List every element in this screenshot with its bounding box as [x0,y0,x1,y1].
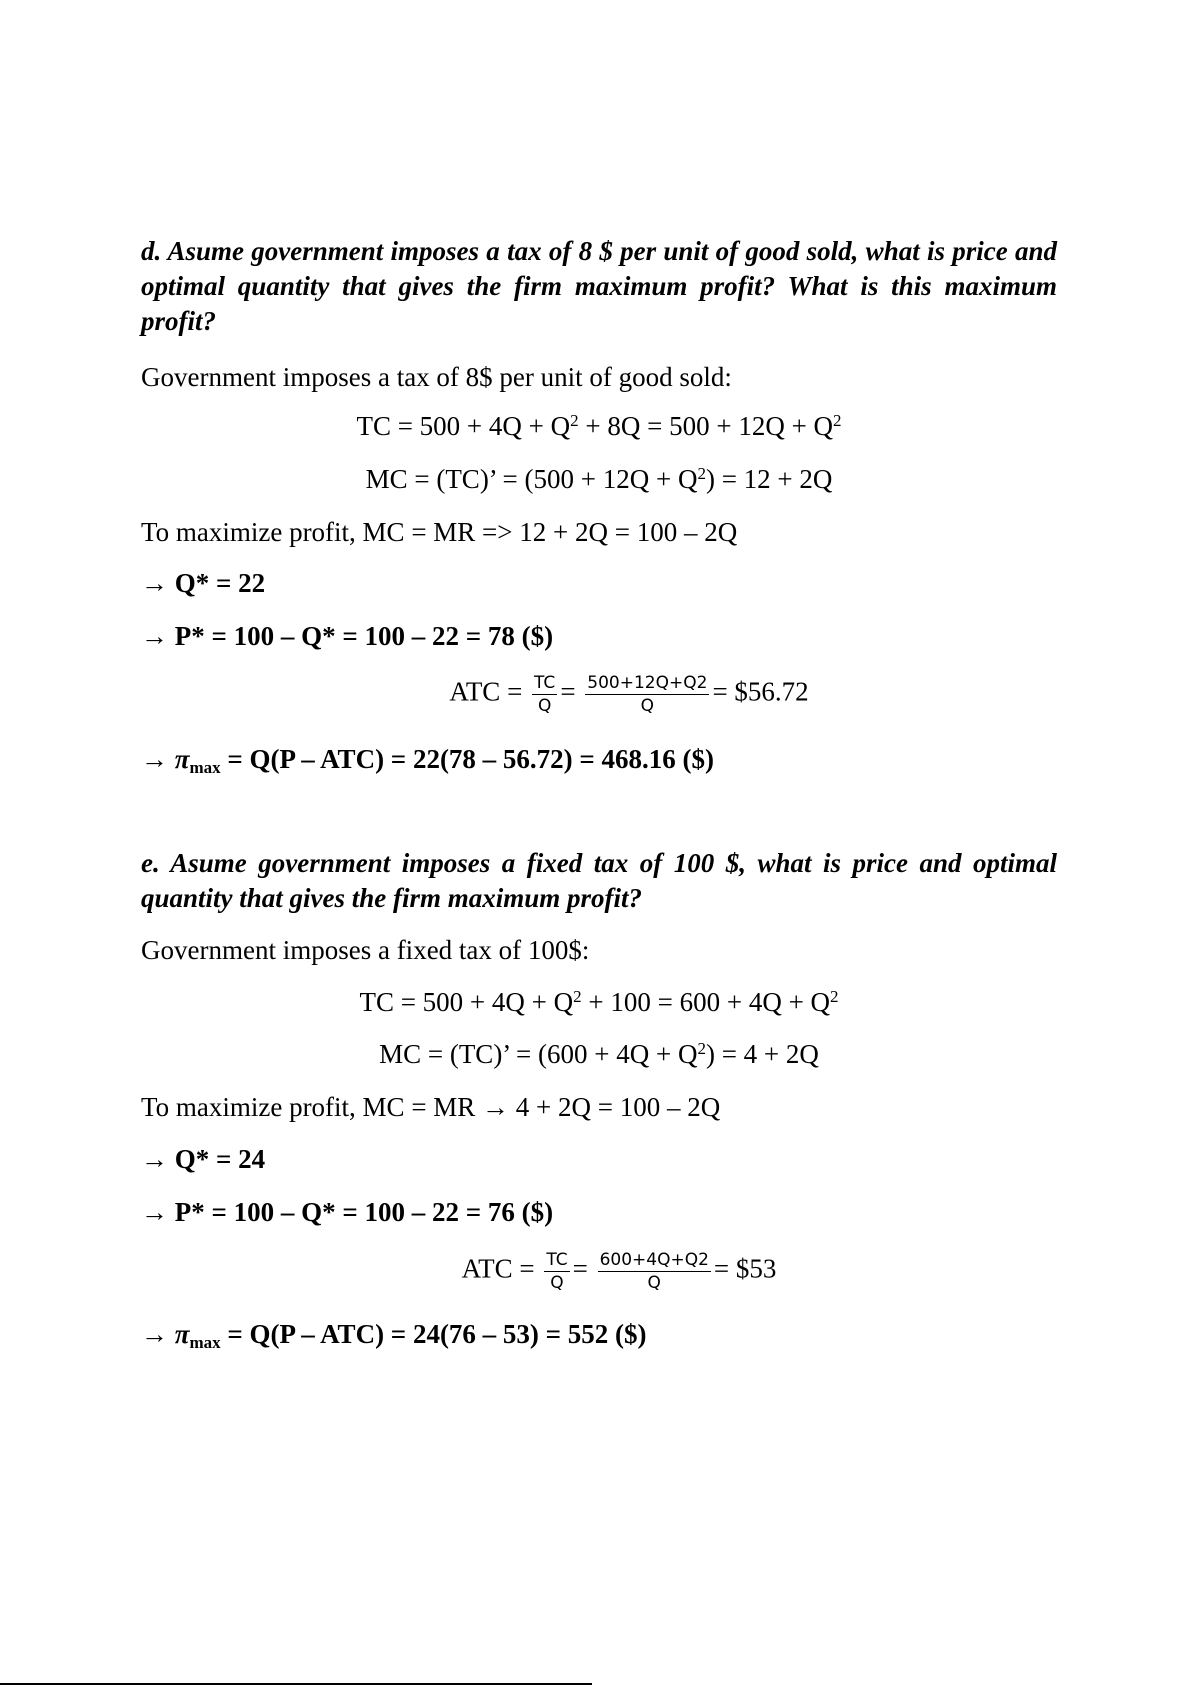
tc-equation-d: TC = $500 + 4Q + Q^2 + 8Q = 500 + 12Q + Q^2$ [356,411,842,441]
maximize-e: To maximize profit, MC = MR → 4 + 2Q = 100 – 2Q [141,1092,721,1122]
fraction-tc-expression: $\frac{600+4Q+Q2}{Q}$ [599,1250,709,1293]
question-d: d. Asume government imposes a tax of 8 $ per unit of good sold, what is price and optimal quantity that gives the firm maximum profit? What is this maximum profit? [141,236,1057,336]
question-e: e. Asume government imposes a fixed tax of 100 $, what is price and optimal quantity that gives the firm maximum profit? [141,848,1057,913]
atc-equation-d: ATC = $\frac{TC}{Q}$ = $\frac{500+12Q+Q2}{Q}$ = $56.72 [449,673,809,716]
mc-equation-d: MC = (TC)’ = $(500 + 12Q + Q^2) = 12 + 2Q$ [365,464,833,494]
p-star-d: → P* = 100 – Q* = 100 – 22 = 78 ($) [141,621,554,651]
fraction-tc-q: $\frac{TC}{Q}$ [546,1250,568,1293]
atc-equation-e: ATC = $\frac{TC}{Q}$ = $\frac{600+4Q+Q2}{Q}$ = $53 [461,1250,777,1293]
tc-equation-e: TC = $500 + 4Q + Q^2 + 100 = 600 + 4Q + Q^2$ [359,987,839,1017]
fraction-tc-q: $\frac{TC}{Q}$ [534,673,556,716]
intro-d: Government imposes a tax of 8$ per unit of good sold: [141,362,732,392]
p-star-e: → P* = 100 – Q* = 100 – 22 = 76 ($) [141,1197,554,1227]
max-profit-e: → $\pi_{max} = Q(P - ATC) = 24(76 - 53) = 552$ ($) [141,1319,647,1352]
intro-e: Government imposes a fixed tax of 100$: [141,935,590,965]
q-star-d: → Q* = 22 [141,568,266,598]
fraction-tc-expression: $\frac{500+12Q+Q2}{Q}$ [587,673,708,716]
q-star-e: → Q* = 24 [141,1144,266,1174]
mc-equation-e: MC = (TC)’ = $(600 + 4Q + Q^2) = 4 + 2Q$ [379,1039,819,1069]
max-profit-d: → $\pi_{max} = Q(P - ATC) = 22(78 - 56.72) = 468.16$ ($) [141,744,715,777]
maximize-d: To maximize profit, MC = MR => 12 + 2Q = 100 – 2Q [141,517,738,547]
